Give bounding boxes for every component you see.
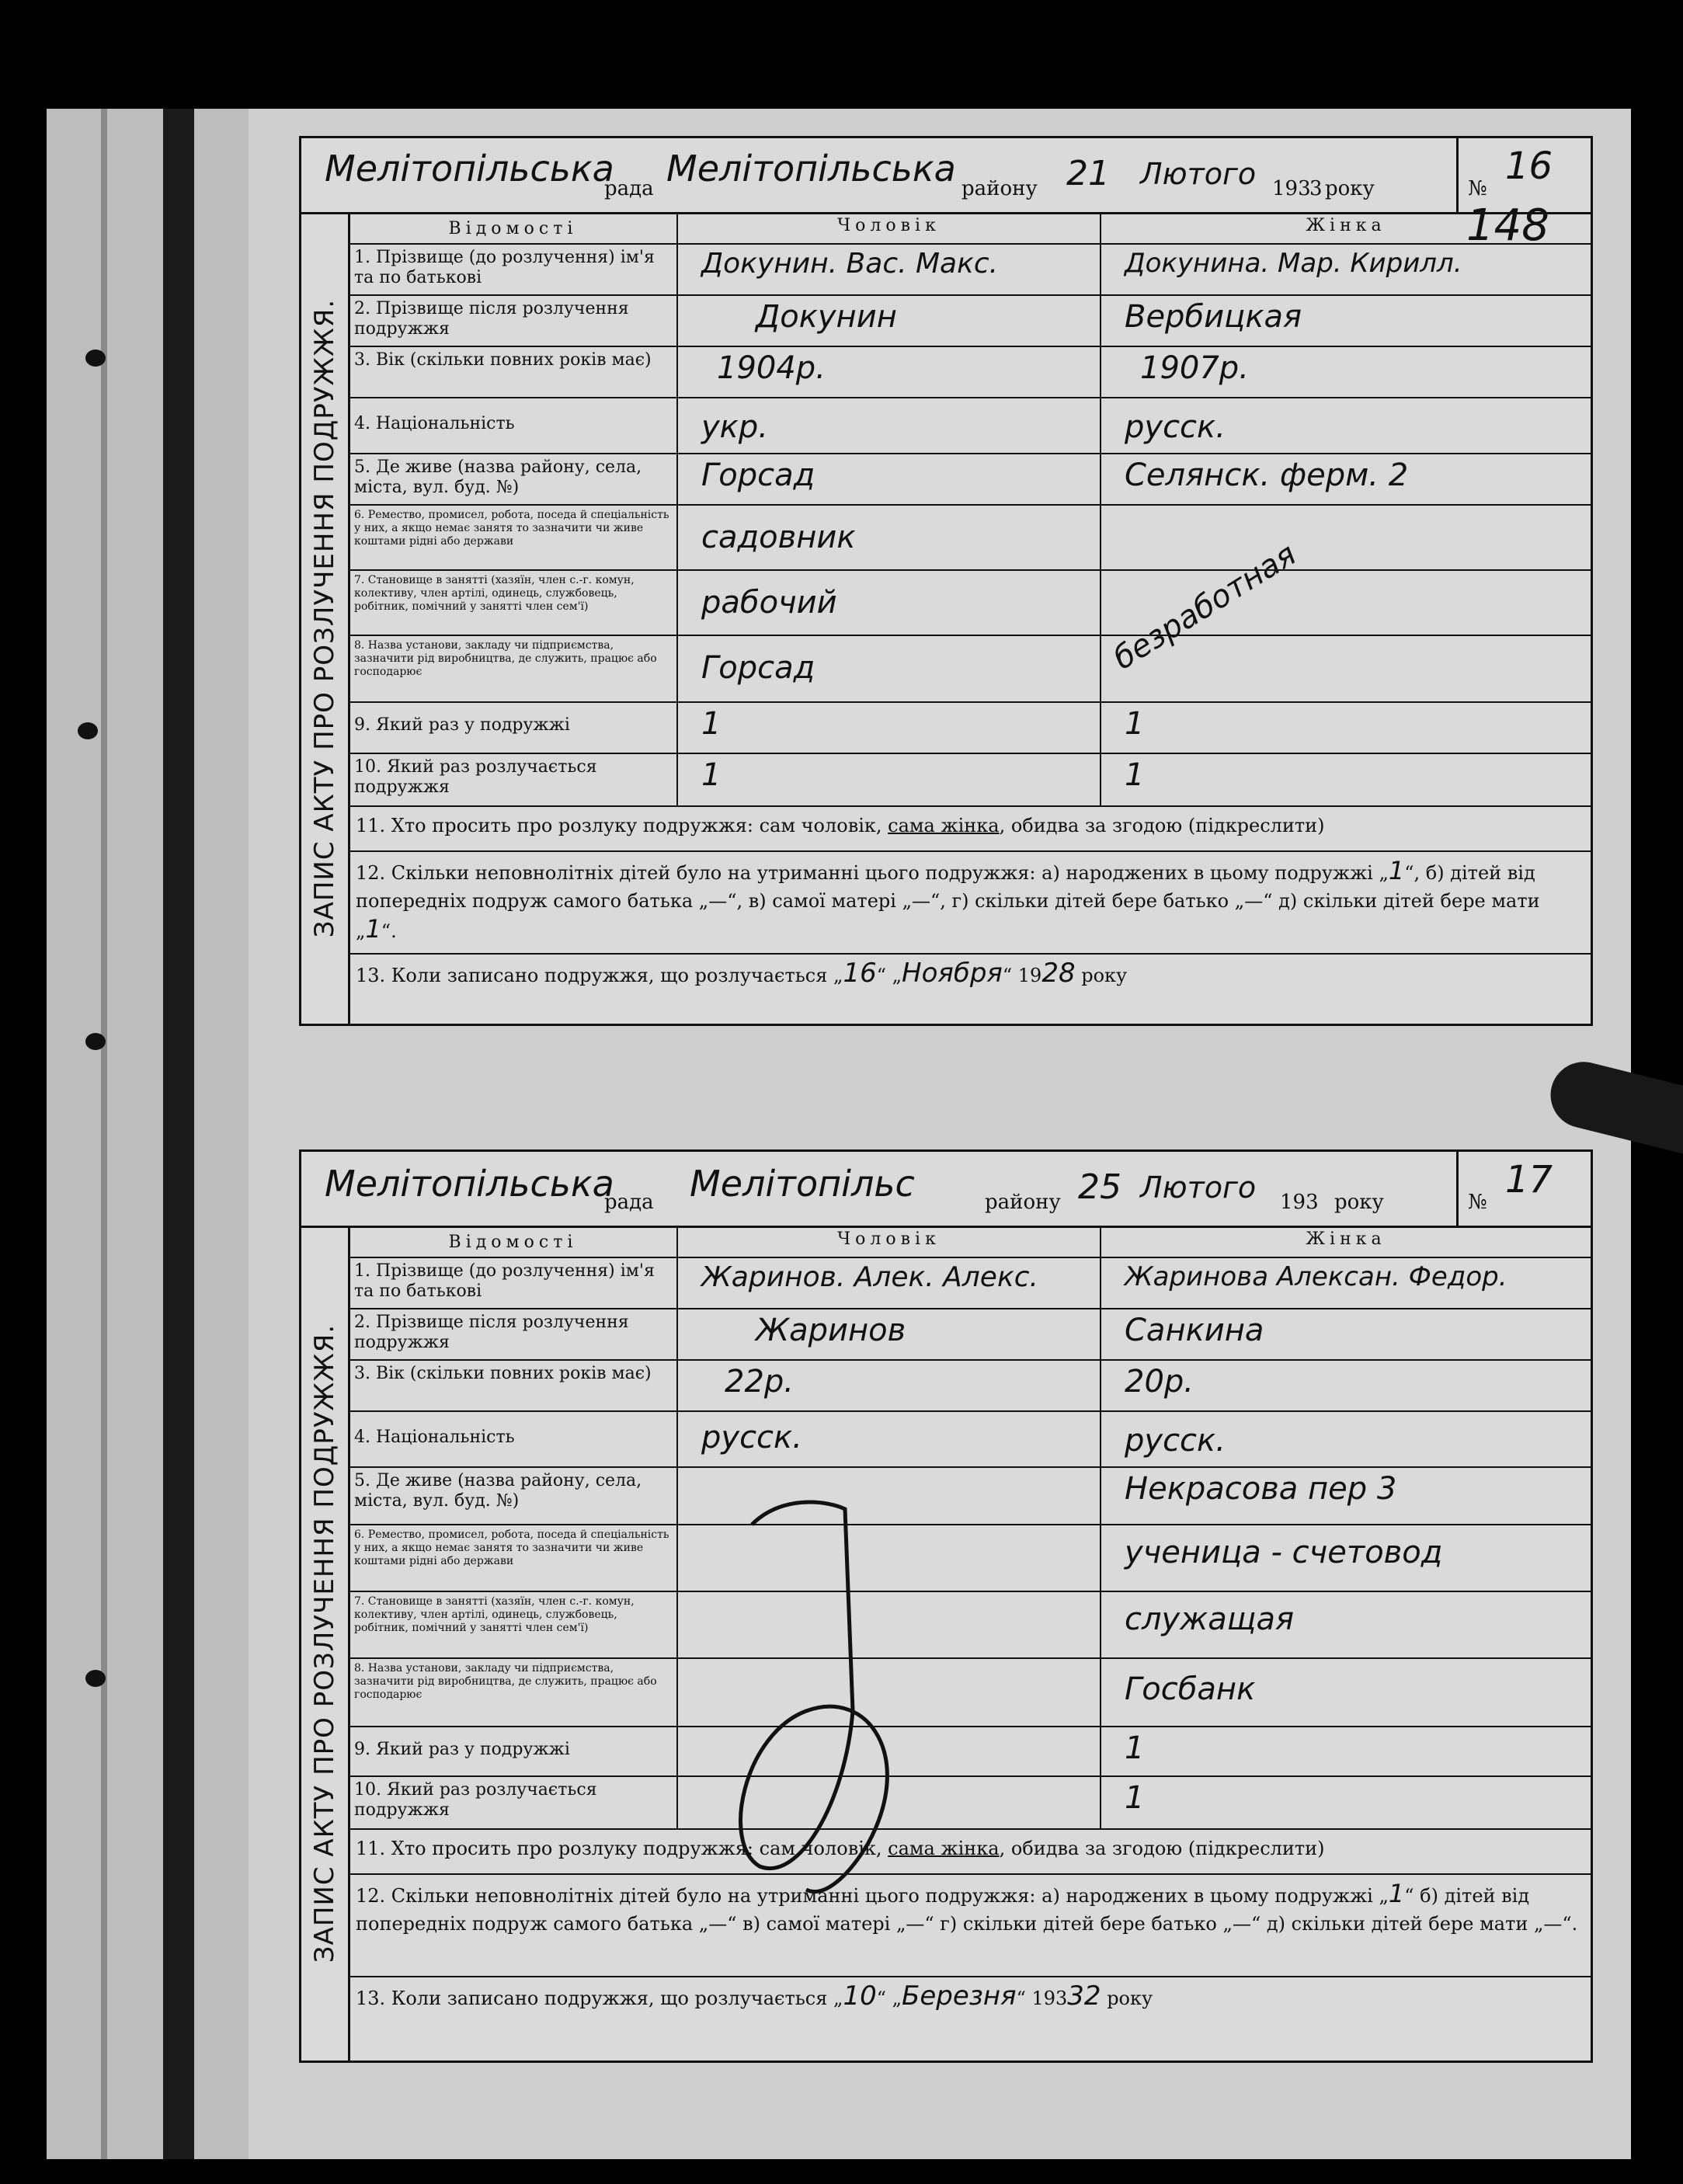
husband-value: Докунин. Вас. Макс.: [701, 248, 999, 280]
binding-strip: [47, 109, 249, 2159]
row-label: 2. Прізвище після розлучення подружжя: [348, 1309, 678, 1359]
husband-value: Жаринов. Алек. Алекс.: [701, 1261, 1038, 1293]
punch-hole: [85, 350, 106, 367]
divorce-record-17: [299, 1149, 1593, 2063]
husband-value: 22р.: [725, 1364, 795, 1400]
husband-value: 1904р.: [717, 350, 826, 386]
wife-value: Некрасова пер 3: [1125, 1471, 1397, 1507]
row-label: 2. Прізвище після розлучення подружжя: [348, 296, 678, 346]
row-label: 9. Який раз у подружжі: [348, 703, 678, 753]
raion-value: Мелітопільс: [690, 1163, 915, 1205]
wife-value: безработная: [1107, 536, 1303, 677]
month-value: Лютого: [1140, 1170, 1257, 1205]
binding-fold: [101, 109, 107, 2159]
wife-value: 1: [1125, 757, 1145, 793]
row-label: 10. Який раз розлучається подружжя: [348, 1777, 678, 1828]
row-label: 1. Прізвище (до розлучення) ім'я та по батькові: [348, 1258, 678, 1308]
archive-stamp: 148: [1466, 200, 1549, 251]
raion-value: Мелітопільська: [666, 148, 956, 190]
husband-value: русск.: [701, 1420, 802, 1455]
wife-value: Госбанк: [1125, 1671, 1256, 1707]
record-number: 17: [1505, 1158, 1553, 1202]
rada-value: Мелітопільська: [325, 148, 614, 190]
husband-value: Горсад: [701, 650, 815, 686]
col-info-header: Відомості: [348, 212, 678, 243]
binding-shadow: [163, 109, 194, 2159]
row-label: 10. Який раз розлучається подружжя: [348, 754, 678, 805]
husband-value: 1: [701, 757, 722, 793]
wife-value: Вербицкая: [1125, 299, 1302, 335]
row-label: 3. Вік (скільки повних років має): [348, 1361, 678, 1410]
rada-value: Мелітопільська: [325, 1163, 614, 1205]
side-title: ЗАПИС АКТУ ПРО РОЗЛУЧЕННЯ ПОДРУЖЖЯ.: [301, 212, 350, 1024]
raion-label: району: [985, 1191, 1061, 1214]
month-value: Лютого: [1140, 157, 1257, 191]
row-label: 9. Який раз у подружжі: [348, 1727, 678, 1775]
record-table: [348, 1226, 1591, 2016]
strike-through-mark: [713, 1478, 946, 1913]
row-label: 6. Ремество, промисел, робота, поседа й спеціальність у них, а якщо немає занятя то зазначити чи живе коштами рідні або держави: [348, 506, 678, 569]
col-wife-header: Жінка: [1306, 1229, 1386, 1249]
year-digit: 3: [1309, 177, 1323, 200]
roku-label: року: [1325, 177, 1375, 200]
col-wife-header: Жінка: [1306, 216, 1386, 235]
row-label: 6. Ремество, промисел, робота, поседа й спеціальність у них, а якщо немає занятя то зазначити чи живе коштами рідні або держави: [348, 1525, 678, 1591]
year-prefix: 193: [1280, 1191, 1319, 1214]
husband-value: 1: [701, 706, 722, 742]
record-header: [301, 138, 1591, 214]
wife-value: русск.: [1125, 1423, 1226, 1459]
husband-value: садовник: [701, 520, 856, 555]
wife-value: Жаринова Алексан. Федор.: [1125, 1261, 1507, 1292]
side-title: ЗАПИС АКТУ ПРО РОЗЛУЧЕННЯ ПОДРУЖЖЯ.: [301, 1226, 350, 2061]
col-husband-header: Чоловік: [678, 1226, 1101, 1257]
col-info-header: Відомості: [348, 1226, 678, 1257]
row-label: 8. Назва установи, закладу чи підприємства, зазначити рід виробництва, де служить, працює або господарює: [348, 1659, 678, 1726]
record-table: [348, 212, 1591, 993]
row-label: 5. Де живе (назва району, села, міста, вул. буд. №): [348, 454, 678, 504]
row-label: 1. Прізвище (до розлучення) ім'я та по батькові: [348, 245, 678, 294]
wife-value: русск.: [1125, 409, 1226, 445]
record-header: [301, 1152, 1591, 1228]
roku-label: року: [1334, 1191, 1384, 1214]
punch-hole: [85, 1033, 106, 1050]
day-value: 21: [1066, 154, 1110, 193]
row-label: 5. Де живе (назва району, села, міста, вул. буд. №): [348, 1468, 678, 1524]
row-label: 4. Національність: [348, 398, 678, 453]
number-sign: №: [1468, 177, 1487, 200]
wife-value: 20р.: [1125, 1364, 1194, 1400]
husband-value: укр.: [701, 409, 768, 445]
record-number-box: [1456, 1152, 1591, 1226]
husband-value: Горсад: [701, 457, 815, 493]
wife-value: 1: [1125, 1730, 1145, 1766]
question-11: 11. Хто просить про розлуку подружжя: сам чоловік, сама жінка, обидва за згодою (підкреслити): [356, 1838, 1325, 1859]
rada-label: рада: [604, 177, 654, 200]
wife-value: ученица - счетовод: [1125, 1535, 1443, 1570]
wife-value: служащая: [1125, 1601, 1295, 1637]
row-label: 3. Вік (скільки повних років має): [348, 347, 678, 397]
row-label: 7. Становище в занятті (хазяїн, член с.-г. комун, колективу, член артілі, одинець, службовець, робітник, помічний у занятті член сем'ї): [348, 571, 678, 635]
question-12: 12. Скільки неповнолітніх дітей було на утриманні цього подружжя: а) народжених в цьому подружжі „1“ б) дітей від попередніх подруж самого батька „—“ в) самої матері „—“ г) скільки дітей бере батько „—“ д) скільки дітей бере мати „—“.: [356, 1879, 1578, 1935]
wife-value: 1: [1125, 1780, 1145, 1816]
row-label: 8. Назва установи, закладу чи підприємства, зазначити рід виробництва, де служить, працює або господарює: [348, 636, 678, 701]
punch-hole: [78, 722, 98, 739]
day-value: 25: [1078, 1167, 1121, 1207]
year-prefix: 193: [1272, 177, 1311, 200]
wife-value: 1: [1125, 706, 1145, 742]
husband-value: Докунин: [756, 299, 897, 335]
col-husband-header: Чоловік: [678, 212, 1101, 243]
number-sign: №: [1468, 1191, 1487, 1214]
question-13: 13. Коли записано подружжя, що розлучається „10“ „Березня“ 19332 року: [356, 1981, 1153, 2012]
question-13: 13. Коли записано подружжя, що розлучається „16“ „Ноября“ 1928 року: [356, 958, 1128, 989]
husband-value: рабочий: [701, 585, 837, 621]
husband-value: Жаринов: [756, 1313, 906, 1348]
divorce-record-16: [299, 136, 1593, 1026]
punch-hole: [85, 1670, 106, 1687]
question-11: 11. Хто просить про розлуку подружжя: сам чоловік, сама жінка, обидва за згодою (підкреслити): [356, 815, 1325, 836]
wife-value: Докунина. Мар. Кирилл.: [1125, 248, 1462, 279]
wife-value: Селянск. ферм. 2: [1125, 457, 1409, 493]
question-12: 12. Скільки неповнолітніх дітей було на утриманні цього подружжя: а) народжених в цьому подружжі „1“, б) дітей від попередніх подруж самого батька „—“, в) самої матері „—“, г) скільки дітей бере батько „—“ д) скільки дітей бере мати „1“.: [356, 856, 1540, 944]
rada-label: рада: [604, 1191, 654, 1214]
row-label: 7. Становище в занятті (хазяїн, член с.-г. комун, колективу, член артілі, одинець, службовець, робітник, помічний у занятті член сем'ї): [348, 1592, 678, 1657]
raion-label: району: [961, 177, 1038, 200]
wife-value: Санкина: [1125, 1313, 1264, 1348]
row-label: 4. Національність: [348, 1412, 678, 1466]
record-number: 16: [1505, 144, 1553, 188]
wife-value: 1907р.: [1140, 350, 1249, 386]
